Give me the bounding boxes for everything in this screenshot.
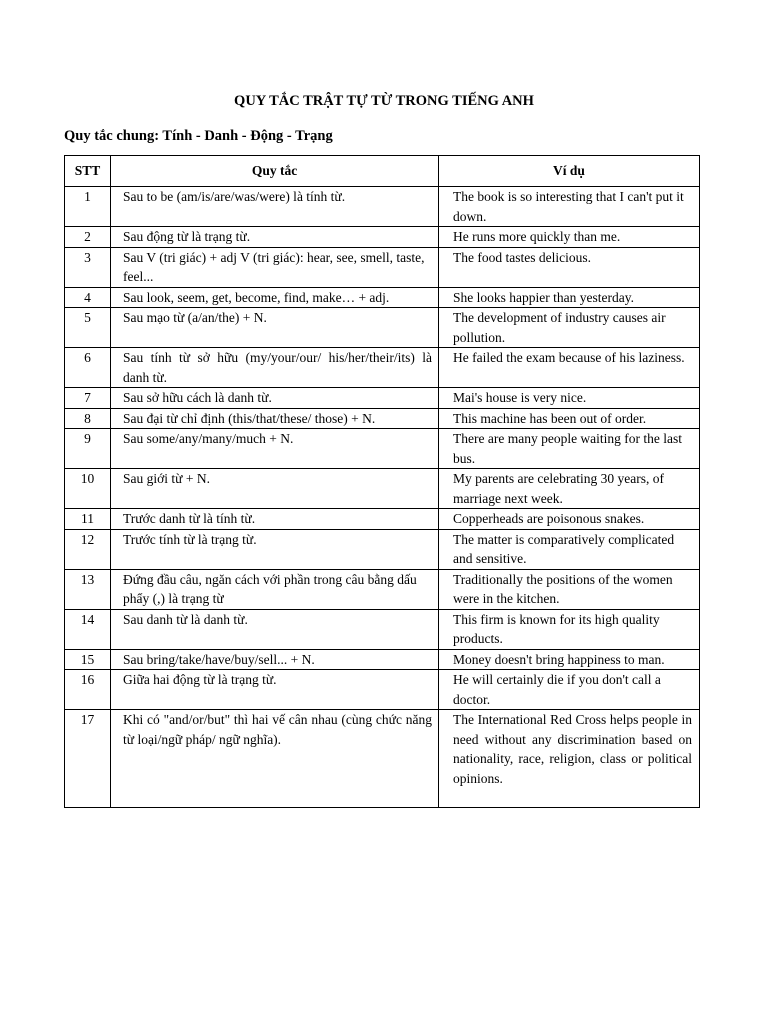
example-cell: The food tastes delicious.	[439, 247, 700, 287]
rule-cell: Sau bring/take/have/buy/sell... + N.	[111, 649, 439, 670]
row-number: 8	[65, 408, 111, 429]
table-row	[65, 469, 700, 509]
row-number: 3	[65, 247, 111, 287]
table-row	[65, 529, 700, 569]
row-number: 1	[65, 187, 111, 227]
example-cell: He will certainly die if you don't call a doctor.	[439, 670, 700, 710]
example-cell: This machine has been out of order.	[439, 408, 700, 429]
table-row	[65, 187, 700, 227]
row-number: 6	[65, 348, 111, 388]
table-row	[65, 247, 700, 287]
rule-cell: Đứng đầu câu, ngăn cách với phần trong câu bằng dấu phẩy (,) là trạng từ	[111, 569, 439, 609]
example-cell: Traditionally the positions of the women were in the kitchen.	[439, 569, 700, 609]
example-cell: Copperheads are poisonous snakes.	[439, 509, 700, 530]
rule-cell: Sau giới từ + N.	[111, 469, 439, 509]
row-number: 16	[65, 670, 111, 710]
row-number: 4	[65, 287, 111, 308]
table-row	[65, 388, 700, 409]
rule-cell: Sau look, seem, get, become, find, make… + adj.	[111, 287, 439, 308]
row-number: 15	[65, 649, 111, 670]
row-number: 9	[65, 429, 111, 469]
example-cell: The International Red Cross helps people in need without any discrimination based on nationality, race, religion, class or political opinions.	[439, 710, 700, 808]
example-cell: Mai's house is very nice.	[439, 388, 700, 409]
row-number: 5	[65, 308, 111, 348]
rule-cell: Trước tính từ là trạng từ.	[111, 529, 439, 569]
example-cell: Money doesn't bring happiness to man.	[439, 649, 700, 670]
rule-cell: Trước danh từ là tính từ.	[111, 509, 439, 530]
column-header-rule: Quy tắc	[111, 156, 439, 187]
example-cell: This firm is known for its high quality products.	[439, 609, 700, 649]
row-number: 14	[65, 609, 111, 649]
row-number: 17	[65, 710, 111, 808]
example-cell: He failed the exam because of his laziness.	[439, 348, 700, 388]
row-number: 10	[65, 469, 111, 509]
table-row	[65, 227, 700, 248]
example-cell: The book is so interesting that I can't put it down.	[439, 187, 700, 227]
row-number: 2	[65, 227, 111, 248]
rule-cell: Sau danh từ là danh từ.	[111, 609, 439, 649]
rule-cell: Sau đại từ chỉ định (this/that/these/ those) + N.	[111, 408, 439, 429]
table-row	[65, 649, 700, 670]
table-row	[65, 348, 700, 388]
example-cell: She looks happier than yesterday.	[439, 287, 700, 308]
rule-cell: Sau động từ là trạng từ.	[111, 227, 439, 248]
rule-cell: Sau some/any/many/much + N.	[111, 429, 439, 469]
column-header-stt: STT	[65, 156, 111, 187]
table-row	[65, 509, 700, 530]
row-number: 13	[65, 569, 111, 609]
table-row	[65, 287, 700, 308]
column-header-example: Ví dụ	[439, 156, 700, 187]
general-rule-subtitle: Quy tắc chung: Tính - Danh - Động - Trạng	[64, 128, 333, 144]
example-cell: The matter is comparatively complicated and sensitive.	[439, 529, 700, 569]
example-cell: He runs more quickly than me.	[439, 227, 700, 248]
page-title: QUY TẮC TRẬT TỰ TỪ TRONG TIẾNG ANH	[234, 93, 534, 109]
example-cell: My parents are celebrating 30 years, of marriage next week.	[439, 469, 700, 509]
word-order-rules-table	[64, 155, 700, 808]
table-row	[65, 308, 700, 348]
rule-cell: Khi có "and/or/but" thì hai vế cân nhau (cùng chức năng từ loại/ngữ pháp/ ngữ nghĩa).	[111, 710, 439, 808]
row-number: 11	[65, 509, 111, 530]
rule-cell: Giữa hai động từ là trạng từ.	[111, 670, 439, 710]
table-row	[65, 609, 700, 649]
example-cell: The development of industry causes air pollution.	[439, 308, 700, 348]
rule-cell: Sau tính từ sở hữu (my/your/our/ his/her/their/its) là danh từ.	[111, 348, 439, 388]
rule-cell: Sau sở hữu cách là danh từ.	[111, 388, 439, 409]
table-row	[65, 569, 700, 609]
table-row	[65, 429, 700, 469]
rule-cell: Sau V (tri giác) + adj V (tri giác): hear, see, smell, taste, feel...	[111, 247, 439, 287]
table-row	[65, 710, 700, 808]
table-header-row	[65, 156, 700, 187]
row-number: 7	[65, 388, 111, 409]
table-row	[65, 670, 700, 710]
row-number: 12	[65, 529, 111, 569]
rule-cell: Sau mạo từ (a/an/the) + N.	[111, 308, 439, 348]
table-row	[65, 408, 700, 429]
rule-cell: Sau to be (am/is/are/was/were) là tính từ.	[111, 187, 439, 227]
example-cell: There are many people waiting for the last bus.	[439, 429, 700, 469]
